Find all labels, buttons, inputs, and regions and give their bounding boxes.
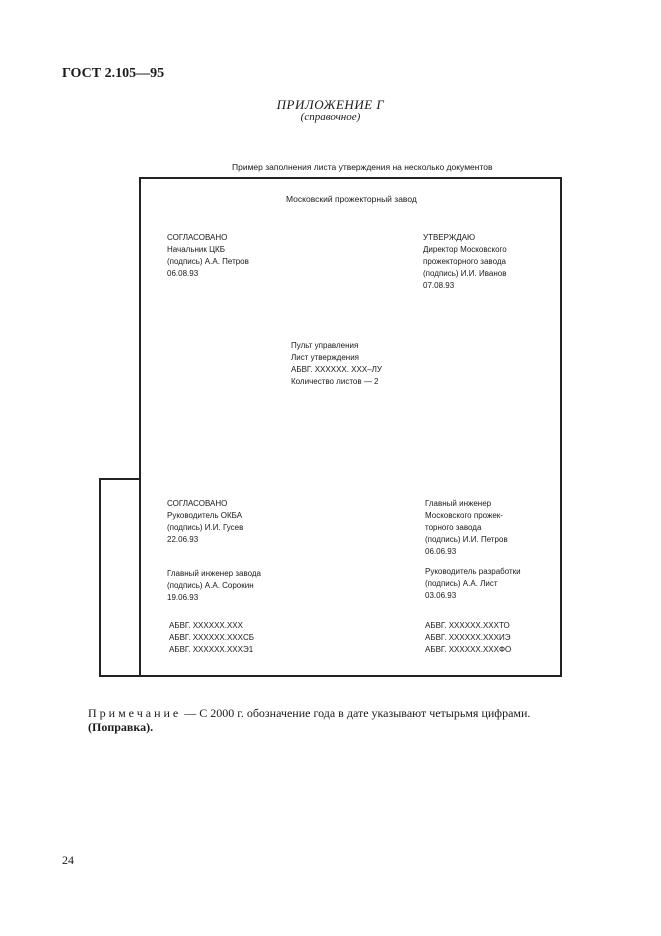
- appendix-title: ПРИЛОЖЕНИЕ Г: [276, 97, 385, 112]
- signer-position-cont: прожекторного завода: [423, 257, 506, 266]
- note-correction: (Поправка).: [88, 720, 154, 734]
- signature-line: (подпись) А.А. Лист: [425, 579, 498, 588]
- signer-position-cont: Московского прожек-: [425, 511, 503, 520]
- document-code: АБВГ. XXXXXX.XXXФО: [425, 645, 512, 654]
- document-code: АБВГ. XXXXXX.XXXТО: [425, 621, 510, 630]
- signer-position: Директор Московского: [423, 245, 507, 254]
- signature-line: (подпись) А.А. Петров: [167, 257, 249, 266]
- signer-position: Руководитель ОКБА: [167, 511, 243, 520]
- product-name: Пульт управления: [291, 341, 359, 350]
- document-code: АБВГ. XXXXXX.XXXИЭ: [425, 633, 511, 642]
- document-codes-right: [425, 620, 511, 656]
- note-label: Примечание: [88, 706, 182, 720]
- signature-date: 03.06.93: [425, 591, 457, 600]
- signer-position: Начальник ЦКБ: [167, 245, 225, 254]
- note-text: — С 2000 г. обозначение года в дате указывают четырьмя цифрами.: [181, 706, 531, 720]
- signature-line: (подпись) И.И. Гусев: [167, 523, 244, 532]
- appendix-subtitle: (справочное): [300, 111, 361, 123]
- signature-line: (подпись) А.А. Сорокин: [167, 581, 254, 590]
- signature-date: 22.06.93: [167, 535, 199, 544]
- development-head-block: [425, 566, 521, 602]
- signature-date: 07.08.93: [423, 281, 455, 290]
- signature-date: 19.06.93: [167, 593, 199, 602]
- document-identity-block: [291, 340, 382, 388]
- note-paragraph: [88, 706, 530, 720]
- document-header: ГОСТ 2.105—95: [62, 66, 165, 81]
- approve-block-top-right: [423, 232, 507, 292]
- organization-name: Московский прожекторный завод: [286, 194, 417, 204]
- signature-date: 06.08.93: [167, 269, 199, 278]
- document-designation: АБВГ. XXXXXX. XXX–ЛУ: [291, 365, 382, 374]
- sheet-type: Лист утверждения: [291, 353, 360, 362]
- document-code: АБВГ. XXXXXX.XXX: [169, 621, 243, 630]
- signature-line: (подпись) И.И. Иванов: [423, 269, 507, 278]
- agreed-heading: СОГЛАСОВАНО: [167, 233, 228, 242]
- signer-position: Главный инженер: [425, 499, 492, 508]
- chief-engineer-block: [425, 498, 508, 558]
- signer-position-cont: торного завода: [425, 523, 482, 532]
- document-codes-left: [169, 620, 254, 656]
- signer-position: Главный инженер завода: [167, 569, 262, 578]
- document-code: АБВГ. XXXXXX.XXXЭ1: [169, 645, 254, 654]
- page-number: 24: [62, 853, 74, 867]
- agreed-block-top-left: [167, 232, 249, 280]
- agreed-block-bottom-left: [167, 498, 243, 546]
- signer-position: Руководитель разработки: [425, 567, 521, 576]
- sheet-count: Количество листов — 2: [291, 377, 379, 386]
- chief-plant-engineer-block: [167, 568, 261, 604]
- signature-line: (подпись) И.И. Петров: [425, 535, 508, 544]
- document-code: АБВГ. XXXXXX.XXXСБ: [169, 633, 254, 642]
- signature-date: 06.06.93: [425, 547, 457, 556]
- agreed-heading: СОГЛАСОВАНО: [167, 499, 228, 508]
- side-margin-box: [99, 478, 140, 677]
- example-caption: Пример заполнения листа утверждения на несколько документов: [232, 162, 493, 172]
- approve-heading: УТВЕРЖДАЮ: [423, 233, 476, 242]
